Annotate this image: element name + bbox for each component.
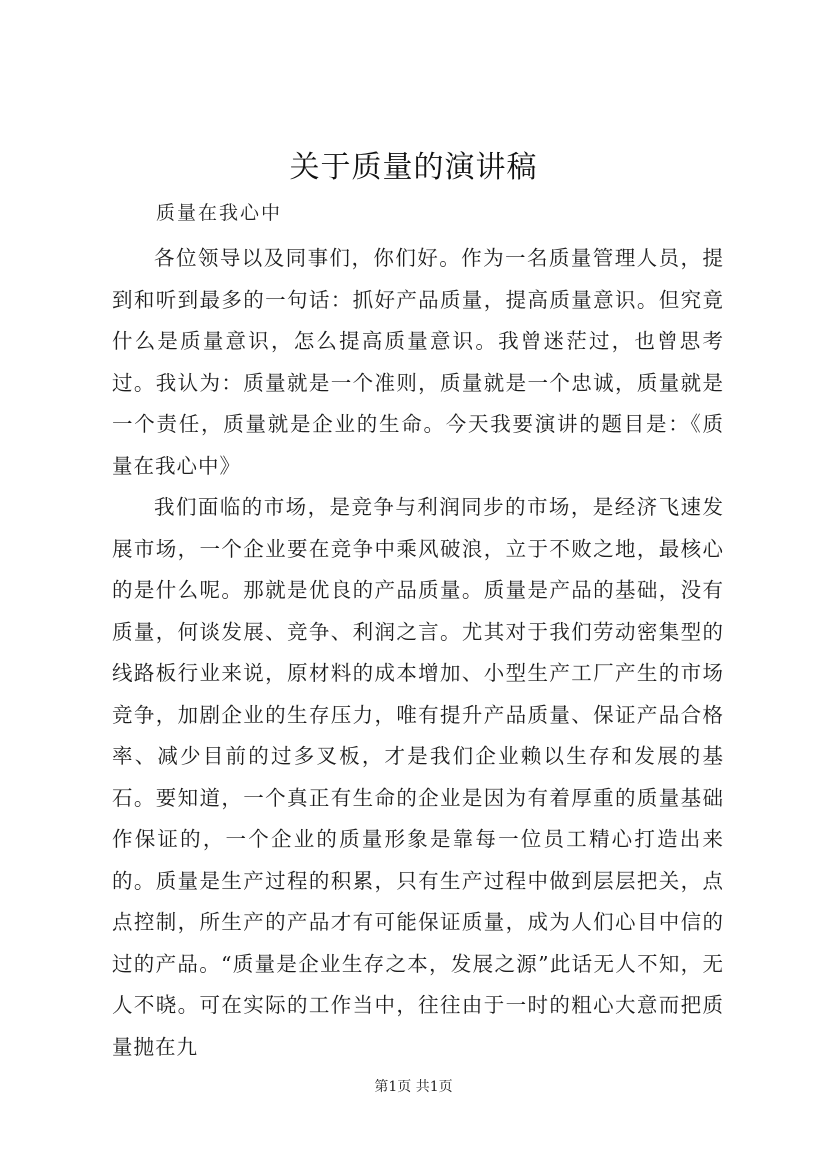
paragraph-1: 各位领导以及同事们，你们好。作为一名质量管理人员，提到和听到最多的一句话：抓好产品质量，提高质量意识。但究竟什么是质量意识，怎么提高质量意识。我曾迷茫过，也曾思考过。我认为：质量就是一个准则，质量就是一个忠诚，质量就是一个责任，质量就是企业的生命。今天我要演讲的题目是：《质量在我心中》 [112, 246, 724, 478]
page-footer: 第1页 共1页 [374, 1079, 453, 1095]
document-title: 关于质量的演讲稿 [289, 150, 538, 185]
paragraph-2: 我们面临的市场，是竞争与利润同步的市场，是经济飞速发展市场，一个企业要在竞争中乘风破浪，立于不败之地，最核心的是什么呢。那就是优良的产品质量。质量是产品的基础，没有质量，何谈发展、竞争、利润之言。尤其对于我们劳动密集型的线路板行业来说，原材料的成本增加、小型生产工厂产生的市场竞争，加剧企业的生存压力，唯有提升产品质量、保证产品合格率、减少目前的过多叉板，才是我们企业赖以生存和发展的基石。要知道，一个真正有生命的企业是因为有着厚重的质量基础作保证的，一个企业的质量形象是靠每一位员工精心打造出来的。质量是生产过程的积累，只有生产过程中做到层层把关，点点控制，所生产的产品才有可能保证质量，成为人们心目中信的过的产品。“质量是企业生存之本，发展之源”此话无人不知，无人不晓。可在实际的工作当中，往往由于一时的粗心大意而把质量抛在九 [112, 495, 724, 1059]
document-subtitle: 质量在我心中 [156, 202, 283, 224]
document-body [112, 238, 724, 1068]
